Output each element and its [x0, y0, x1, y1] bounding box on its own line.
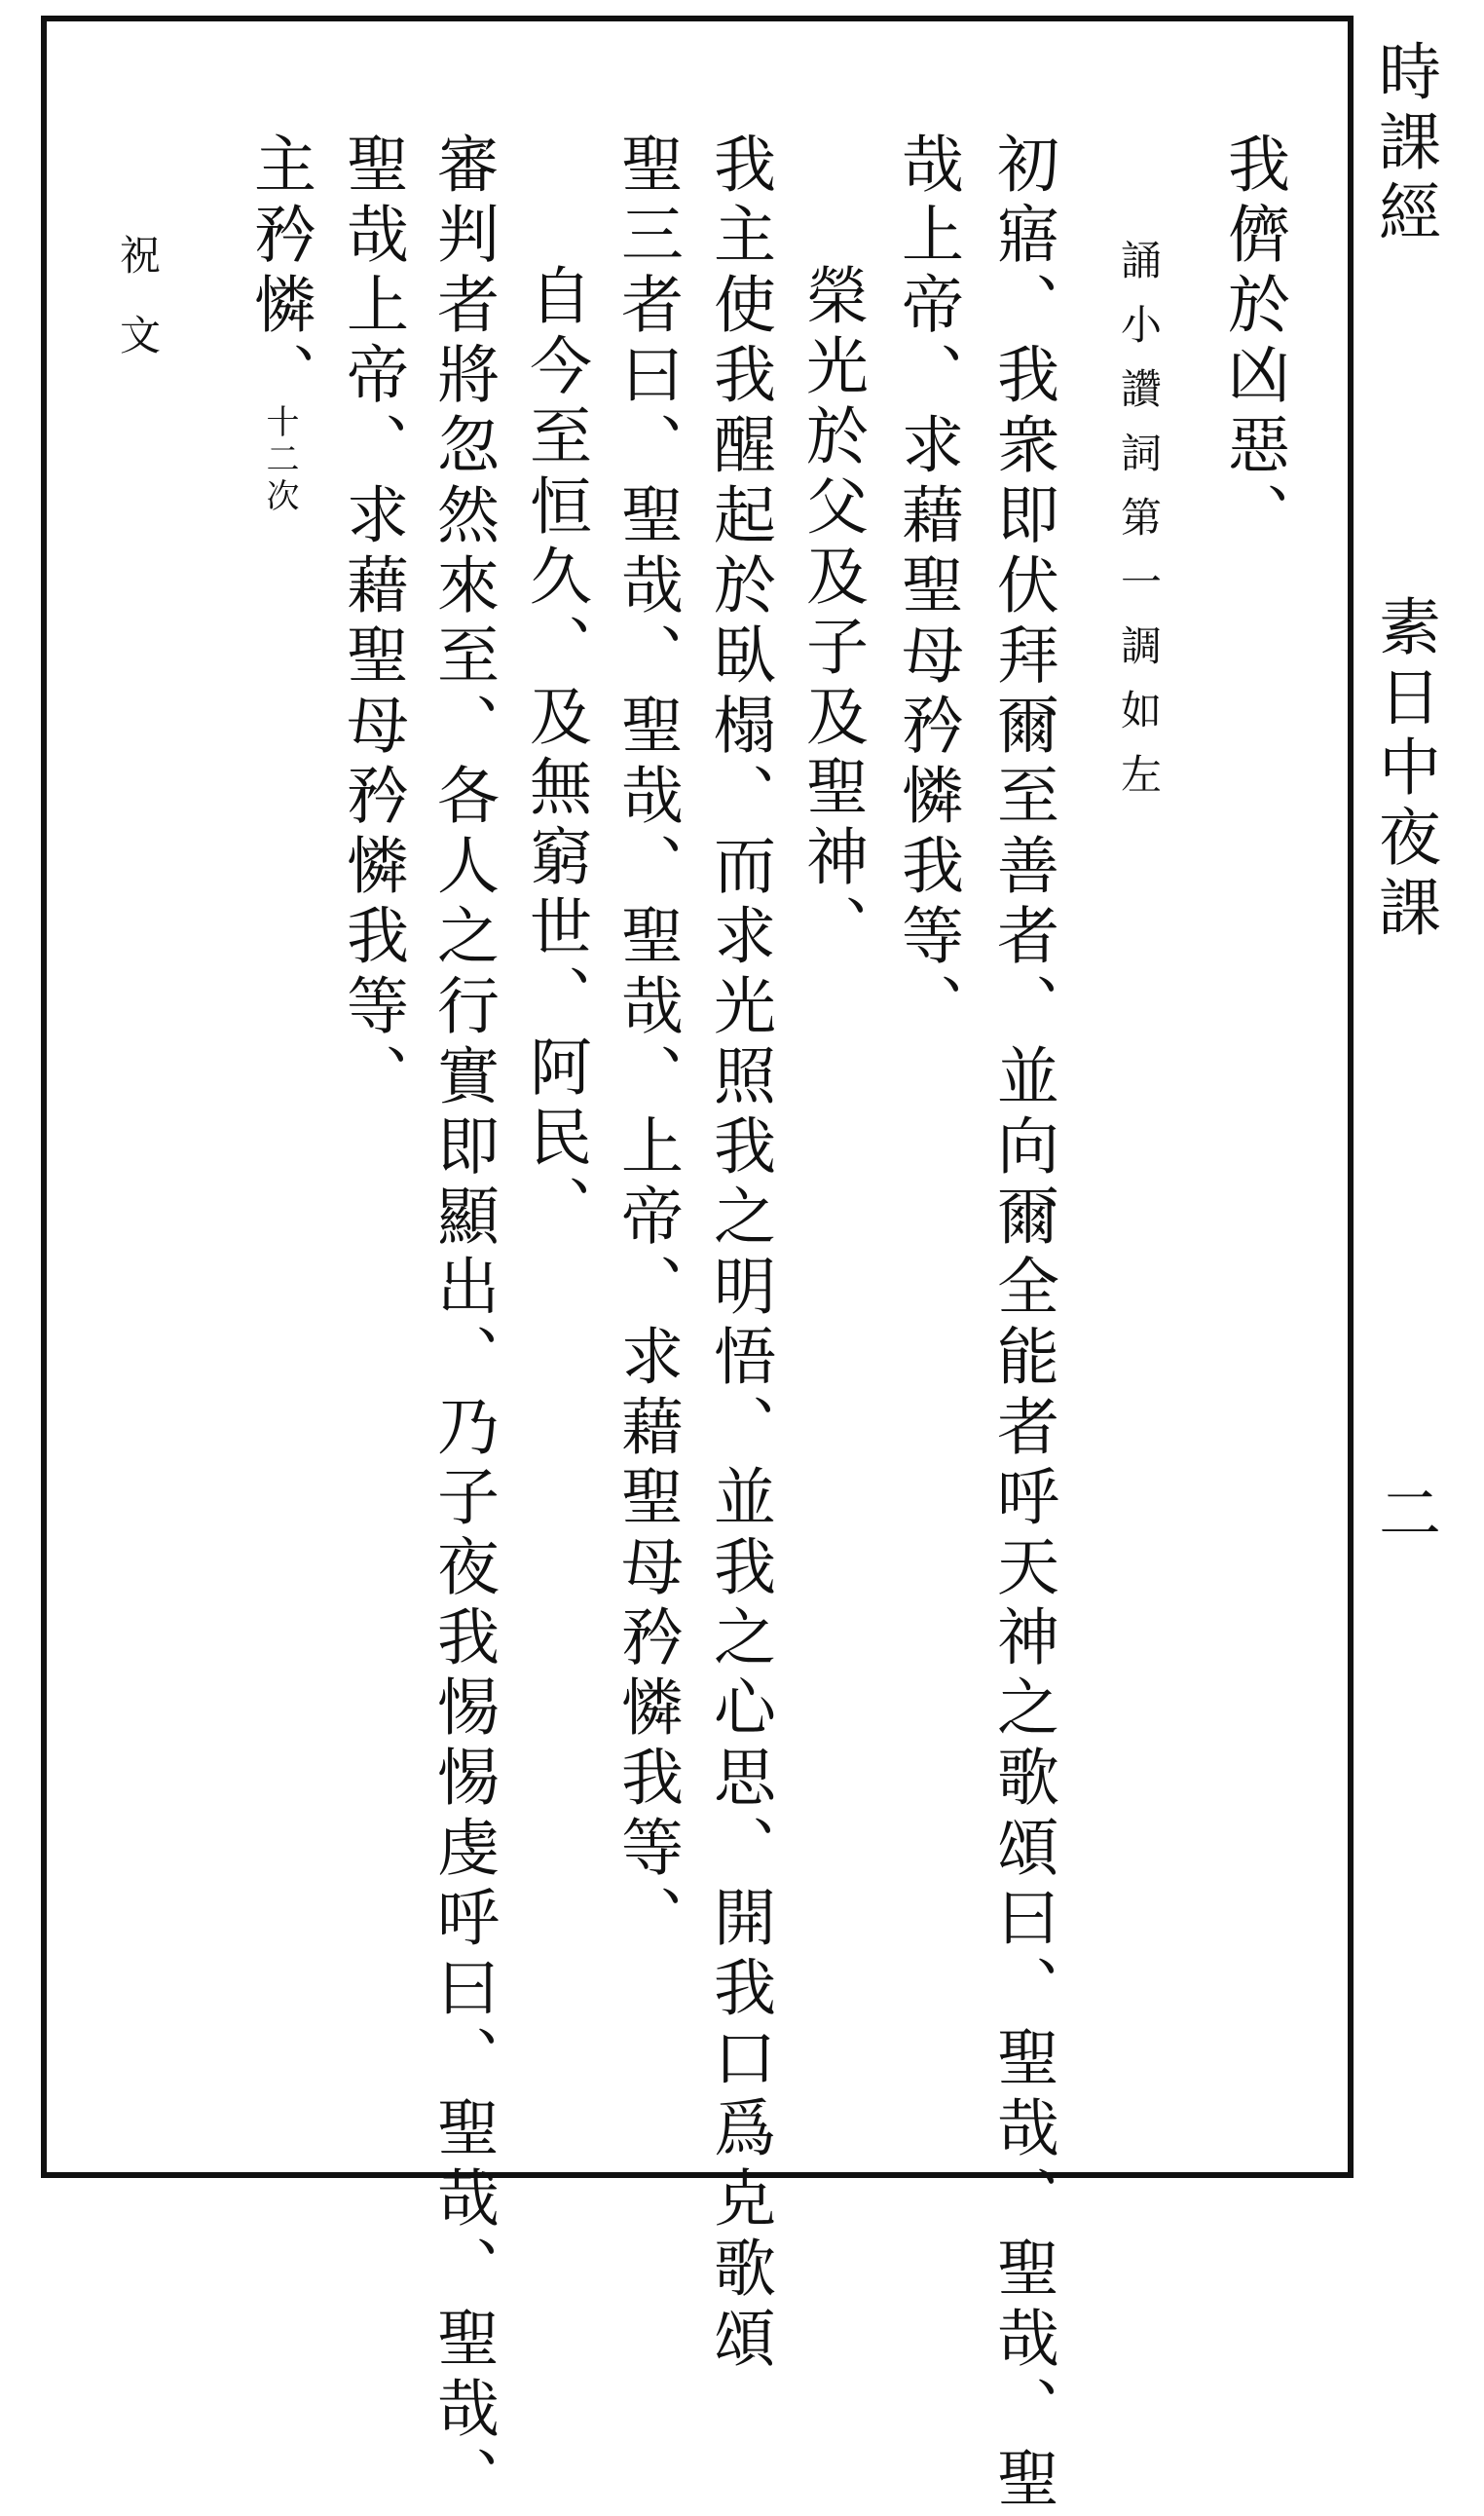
text-column-8: 審判者將忽然來至、各人之行實即顯出、乃子夜我惕惕虔呼曰、聖哉、聖哉、 — [427, 131, 499, 2516]
section-title: 素日中夜課 — [1368, 594, 1440, 945]
text-column-9: 聖哉上帝、求藉聖母矜憐我等、 — [336, 131, 408, 1113]
prayer-heading: 祝文 — [114, 234, 162, 394]
text-column-1: 我儕於凶惡、 — [1217, 131, 1289, 552]
text-column-4: 榮光於父及子及聖神、 — [796, 263, 868, 964]
text-column-10: 主矜憐、 — [243, 131, 315, 412]
text-column-5: 我主使我醒起於臥榻、而求光照我之明悟、並我之心思、開我口爲克歌頌 — [703, 131, 775, 2376]
repeat-count-note: 十二次 — [260, 404, 299, 515]
text-column-2: 初寤、我衆即伏拜爾至善者、並向爾全能者呼天神之歌頌曰、聖哉、聖哉、聖 — [986, 131, 1058, 2516]
text-column-heading: 誦小讚詞第一調如左 — [1115, 239, 1163, 817]
text-column-6: 聖三者曰、聖哉、聖哉、聖哉、上帝、求藉聖母矜憐我等、 — [611, 131, 683, 1955]
book-title: 時課經 — [1368, 39, 1440, 249]
page-number: 二 — [1368, 1481, 1440, 1551]
text-column-7: 自今至恒久、及無窮世、阿民、 — [519, 263, 591, 1245]
text-column-3: 哉上帝、求藉聖母矜憐我等、 — [891, 131, 963, 1043]
